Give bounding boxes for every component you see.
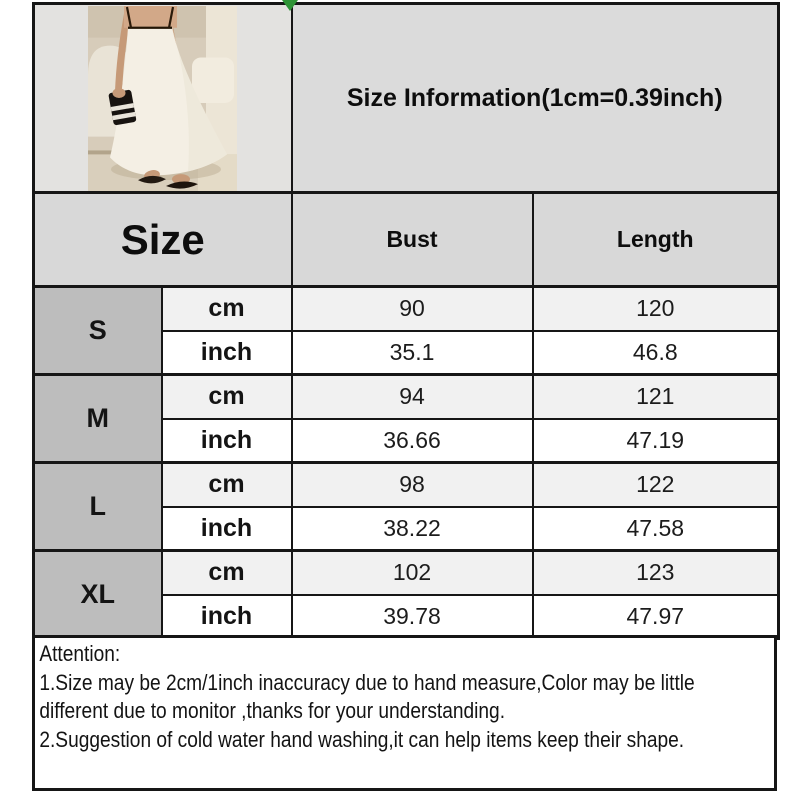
- bust-value-cell: 102: [292, 551, 533, 595]
- size-column-header: Size: [34, 193, 292, 287]
- bust-value-cell: 94: [292, 375, 533, 419]
- bust-value-cell: 39.78: [292, 595, 533, 639]
- length-value-cell: 121: [533, 375, 779, 419]
- bust-value-cell: 98: [292, 463, 533, 507]
- length-column-header: Length: [533, 193, 779, 287]
- length-value-cell: 47.19: [533, 419, 779, 463]
- green-corner-marker-icon: [282, 0, 298, 11]
- length-value-cell: 120: [533, 287, 779, 331]
- unit-cell-inch: inch: [162, 419, 292, 463]
- size-label-xl: XL: [34, 551, 162, 639]
- bust-value-cell: 38.22: [292, 507, 533, 551]
- size-info-title-cell: [292, 4, 779, 193]
- product-photo: [88, 6, 237, 191]
- bust-value-cell: 90: [292, 287, 533, 331]
- length-value-cell: 47.97: [533, 595, 779, 639]
- table-row: [34, 287, 779, 331]
- bust-value-cell: 36.66: [292, 419, 533, 463]
- attention-heading: Attention:: [39, 641, 121, 666]
- bust-value-cell: 35.1: [292, 331, 533, 375]
- size-label-s: S: [34, 287, 162, 375]
- length-value-cell: 122: [533, 463, 779, 507]
- unit-cell-inch: inch: [162, 507, 292, 551]
- hand: [113, 88, 126, 98]
- bust-column-header: Bust: [292, 193, 533, 287]
- length-value-cell: 47.58: [533, 507, 779, 551]
- length-value-cell: 123: [533, 551, 779, 595]
- unit-cell-inch: inch: [162, 331, 292, 375]
- length-value-cell: 46.8: [533, 331, 779, 375]
- unit-cell-inch: inch: [162, 595, 292, 639]
- unit-cell-cm: cm: [162, 463, 292, 507]
- attention-line: 2.Suggestion of cold water hand washing,it can help items keep their shape.: [39, 726, 685, 752]
- size-table: [32, 2, 780, 640]
- size-info-title: Size Information(1cm=0.39inch): [346, 83, 723, 112]
- product-photo-cell: [34, 4, 292, 193]
- attention-line: different due to monitor ,thanks for your understanding.: [39, 698, 506, 723]
- size-label-m: M: [34, 375, 162, 463]
- table-row: [34, 463, 779, 507]
- attention-box: [32, 635, 777, 791]
- product-photo-illustration: [88, 6, 237, 191]
- size-label-l: L: [34, 463, 162, 551]
- unit-cell-cm: cm: [162, 287, 292, 331]
- table-row: [34, 375, 779, 419]
- attention-line: 1.Size may be 2cm/1inch inaccuracy due to hand measure,Color may be little: [39, 669, 695, 695]
- unit-cell-cm: cm: [162, 375, 292, 419]
- unit-cell-cm: cm: [162, 551, 292, 595]
- table-row: [34, 551, 779, 595]
